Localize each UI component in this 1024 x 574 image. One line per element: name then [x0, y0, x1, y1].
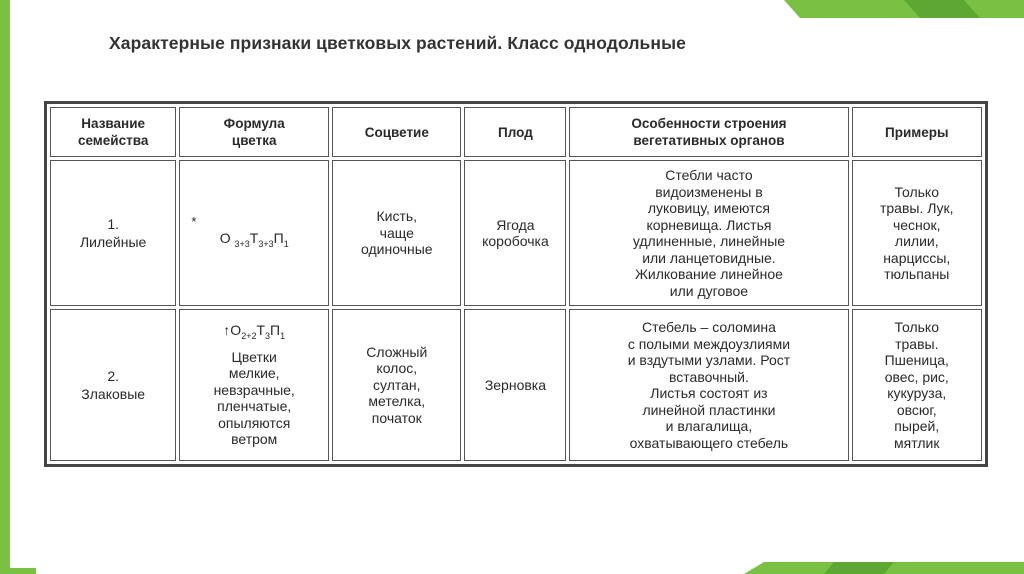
inflorescence-cell: [332, 160, 461, 306]
cell-line: с полыми междоузлиями: [627, 335, 791, 352]
features-cell: [569, 160, 848, 306]
header-line: Особенности строения: [631, 116, 787, 131]
header-features: [569, 107, 848, 157]
flower-notes: [183, 349, 325, 448]
header-line: цветка: [231, 133, 277, 148]
header-family: [50, 107, 176, 157]
header-line: семейства: [77, 133, 149, 148]
bottom-left-accent: [0, 568, 36, 574]
header-line: Название: [81, 116, 146, 131]
family-number: 2.: [107, 367, 119, 384]
formula-cell: [179, 309, 329, 461]
cell-line: одиночные: [361, 241, 433, 258]
cell-line: овес, рис,: [884, 368, 949, 385]
cell-line: удлиненные, линейные: [632, 233, 786, 249]
cell-line: Листья состоят из: [650, 385, 768, 401]
header-examples: [852, 107, 982, 157]
cell-line: Сложный: [366, 343, 428, 360]
cell-line: или ланцетовидные.: [642, 249, 776, 266]
family-name: Злаковые: [81, 386, 146, 402]
family-number: 1.: [107, 215, 119, 232]
family-cell: [50, 309, 176, 461]
features-cell: [569, 309, 848, 461]
cell-line: Цветки: [231, 348, 277, 365]
examples-cell: [852, 160, 982, 306]
cell-line: Стебель – соломина: [641, 319, 776, 335]
cell-line: и вздутыми узлами. Рост: [627, 352, 791, 368]
top-right-decoration: [784, 0, 1024, 18]
page-title: Характерные признаки цветковых растений. Класс однодольные: [109, 33, 686, 53]
cell-line: Пшеница,: [884, 352, 949, 368]
cell-line: мятлик: [894, 434, 940, 451]
cell-line: корневища. Листья: [646, 216, 772, 233]
formula-symbol: *: [191, 213, 197, 229]
cell-line: коробочка: [482, 233, 549, 249]
header-line: Формула: [223, 116, 285, 131]
flower-formula: О $_{3+3}Т_{3+3}П_1$: [219, 230, 289, 249]
header-line: Плод: [498, 124, 533, 140]
cell-line: мелкие,: [228, 365, 280, 382]
fruit-cell: [464, 160, 566, 306]
header-line: вегетативных органов: [633, 133, 785, 148]
cell-line: Ягода: [496, 216, 535, 233]
inflorescence-cell: [332, 309, 461, 461]
cell-line: метелка,: [368, 393, 426, 410]
bottom-right-decoration: [744, 562, 1024, 574]
cell-line: невзрачные,: [213, 381, 295, 398]
cell-line: Зерновка: [484, 376, 547, 393]
cell-line: Жилкование линейное: [634, 266, 783, 282]
cell-line: вставочный.: [669, 368, 749, 385]
cell-line: Стебли часто: [665, 167, 753, 183]
family-name: Лилейные: [79, 234, 147, 250]
cell-line: или дуговое: [669, 282, 749, 299]
table-row: [50, 309, 982, 461]
table-row: [50, 160, 982, 306]
cell-line: колос,: [376, 360, 418, 377]
cell-line: пырей,: [894, 418, 940, 434]
header-line: Соцветие: [364, 124, 429, 140]
cell-line: овсюг,: [896, 401, 937, 418]
fruit-cell: [464, 309, 566, 461]
family-cell: [50, 160, 176, 306]
cell-line: чаще: [379, 224, 414, 241]
monocot-table: [44, 101, 988, 467]
left-accent-bar: [0, 0, 10, 574]
cell-line: Только: [894, 319, 939, 335]
cell-line: Только: [894, 183, 939, 200]
header-inflorescence: [332, 107, 461, 157]
cell-line: охватывающего стебель: [629, 434, 789, 451]
header-fruit: [464, 107, 566, 157]
flower-formula: $↑О_{2+2}Т_3П_1$: [223, 322, 286, 342]
cell-line: и влагалища,: [665, 418, 753, 434]
cell-line: кукуруза,: [887, 385, 947, 401]
cell-line: початок: [371, 409, 422, 426]
cell-line: травы.: [895, 335, 939, 352]
header-formula: [179, 107, 329, 157]
cell-line: видоизменены в: [655, 183, 763, 200]
table-header-row: [50, 107, 982, 157]
cell-line: султан,: [373, 376, 421, 393]
cell-line: луковицу, имеются: [647, 200, 771, 216]
cell-line: ветром: [231, 431, 278, 448]
cell-line: пленчатые,: [217, 398, 292, 415]
cell-line: нарциссы,: [883, 249, 951, 266]
header-line: Примеры: [885, 124, 949, 140]
cell-line: линейной пластинки: [642, 401, 776, 418]
cell-line: опыляются: [218, 414, 291, 431]
cell-line: Кисть,: [376, 208, 418, 225]
cell-line: лилии,: [894, 233, 939, 249]
examples-cell: [852, 309, 982, 461]
cell-line: тюльпаны: [884, 266, 950, 282]
formula-cell: [179, 160, 329, 306]
cell-line: чеснок,: [892, 216, 941, 233]
cell-line: травы. Лук,: [879, 200, 954, 216]
